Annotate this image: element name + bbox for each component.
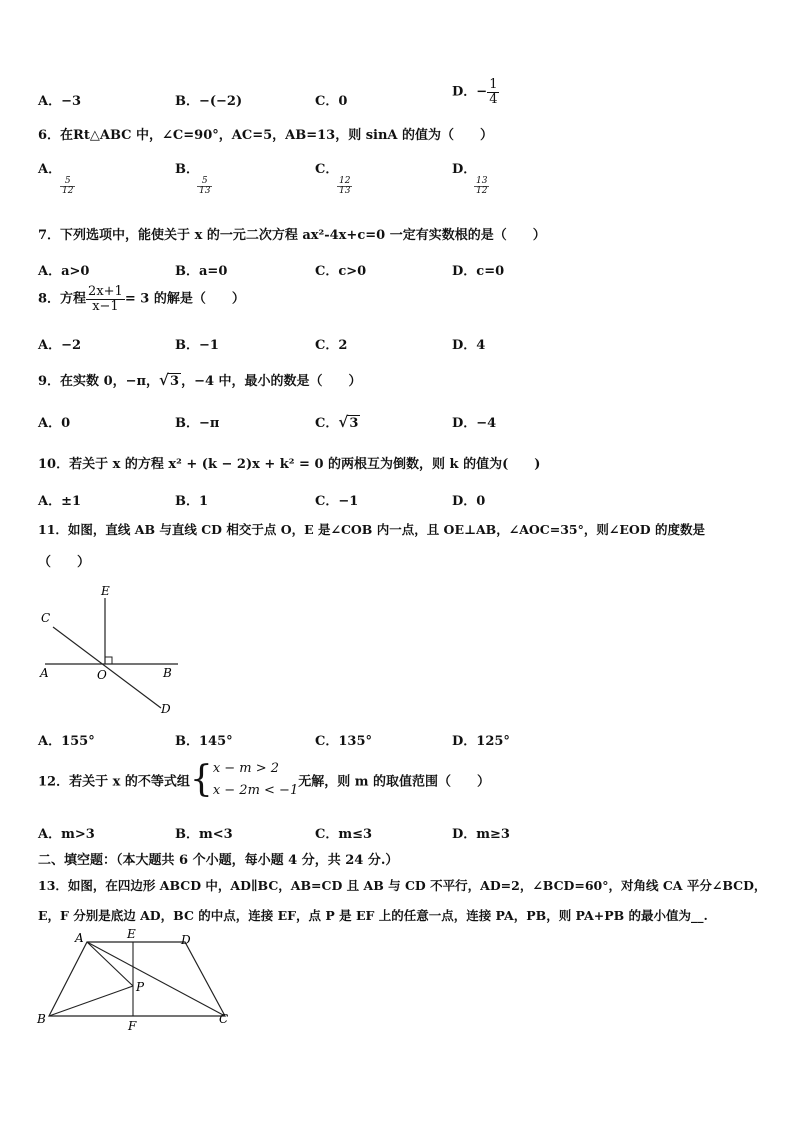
question-11-paren: （ ）	[38, 555, 91, 570]
q11-option-c: C．135°	[315, 734, 372, 749]
q9-option-d: D．−4	[452, 416, 497, 431]
q8-option-c: C．2	[315, 338, 348, 353]
label-a: A	[40, 666, 49, 680]
q12-option-d: D．m≥3	[452, 827, 510, 842]
section-heading: 二、填空题：（本大题共 6 个小题，每小题 4 分，共 24 分.）	[38, 853, 399, 868]
fraction: $\frac{1}{4}$	[489, 77, 498, 107]
label-d: D	[161, 702, 171, 716]
label-c: C	[41, 611, 51, 625]
q6-option-b: B． $\frac{5}{13}$	[175, 162, 211, 197]
q8-option-a: A．−2	[38, 338, 82, 353]
question-9-stem: 9．在实数 0，−π， √ 3 ，−4 中，最小的数是（ ）	[38, 371, 362, 389]
question-10-stem: 10．若关于 x 的方程 x² + (k − 2)x + k² = 0 的两根互为倒数，则 k 的值为( )	[38, 457, 541, 472]
question-13-line-1: 13．如图，在四边形 ABCD 中，AD∥BC，AB=CD 且 AB 与 CD 不平行，AD=2，∠BCD=60°，对角线 CA 平分∠BCD，	[38, 878, 767, 893]
q12-option-c: C．m≤3	[315, 827, 373, 842]
q5-option-b: B．−(−2)	[175, 94, 243, 109]
question-11-stem: 11．如图，直线 AB 与直线 CD 相交于点 O，E 是∠COB 内一点，且 OE⊥AB，∠AOC=35°，则∠EOD 的度数是	[38, 522, 705, 537]
q9-option-c: C． √ 3	[315, 413, 359, 431]
question-12-stem: 12．若关于 x 的不等式组{ x − m > 2 x − 2m < −1 无解，则 m 的取值范围（ ）	[38, 759, 491, 800]
q8-option-d: D．4	[452, 338, 486, 353]
label-b: B	[163, 666, 172, 680]
question-7-stem: 7．下列选项中，能使关于 x 的一元二次方程 ax²-4x+c=0 一定有实数根的是（ ）	[38, 228, 546, 243]
label-o: O	[97, 668, 107, 682]
q11-option-a: A．155°	[38, 734, 95, 749]
q13-figure	[35, 928, 235, 1033]
q10-option-d: D．0	[452, 494, 486, 509]
q9-option-b: B．−π	[175, 416, 220, 431]
q6-option-a: A． $\frac{5}{12}$	[38, 162, 74, 197]
q10-option-c: C．−1	[315, 494, 359, 509]
q6-option-c: C． $\frac{12}{13}$	[315, 162, 351, 197]
q10-option-a: A．±1	[38, 494, 82, 509]
q5-option-c: C．0	[315, 94, 348, 109]
label-c: C	[219, 1012, 229, 1026]
q9-option-a: A．0	[38, 416, 71, 431]
q7-option-b: B．a=0	[175, 264, 228, 279]
fraction: $\frac{2x+1}{x-1}$	[88, 284, 123, 314]
q7-option-d: D．c=0	[452, 264, 505, 279]
q8-option-b: B．−1	[175, 338, 219, 353]
question-6-stem: 6．在Rt△ABC 中，∠C=90°，AC=5，AB=13，则 sinA 的值为（ ）	[38, 128, 494, 143]
label-p: P	[136, 980, 145, 994]
label-e: E	[127, 928, 136, 941]
q5-option-a: A．−3	[38, 94, 82, 109]
label-e: E	[101, 584, 110, 598]
question-8-stem: 8．方程 $\frac{2x+1}{x-1}$ = 3 的解是（ ）	[38, 284, 245, 314]
q5-option-d: D．− $\frac{1}{4}$	[452, 77, 498, 107]
q10-option-b: B．1	[175, 494, 209, 509]
q11-option-d: D．125°	[452, 734, 510, 749]
inequality-system: x − m > 2 x − 2m < −1	[212, 761, 299, 798]
q7-option-a: A．a>0	[38, 264, 90, 279]
q11-figure	[35, 580, 195, 720]
label-f: F	[128, 1019, 137, 1033]
q12-option-b: B．m<3	[175, 827, 233, 842]
label-a: A	[75, 931, 84, 945]
sqrt: √ 3	[159, 371, 180, 389]
question-13-line-2: E，F 分别是底边 AD，BC 的中点，连接 EF，点 P 是 EF 上的任意一点，连接 PA，PB，则 PA+PB 的最小值为__.	[38, 908, 708, 923]
label-b: B	[37, 1012, 46, 1026]
q7-option-c: C．c>0	[315, 264, 367, 279]
q11-option-b: B．145°	[175, 734, 233, 749]
label-d: D	[181, 933, 191, 947]
q6-option-d: D． $\frac{13}{12}$	[452, 162, 488, 197]
q12-option-a: A．m>3	[38, 827, 95, 842]
